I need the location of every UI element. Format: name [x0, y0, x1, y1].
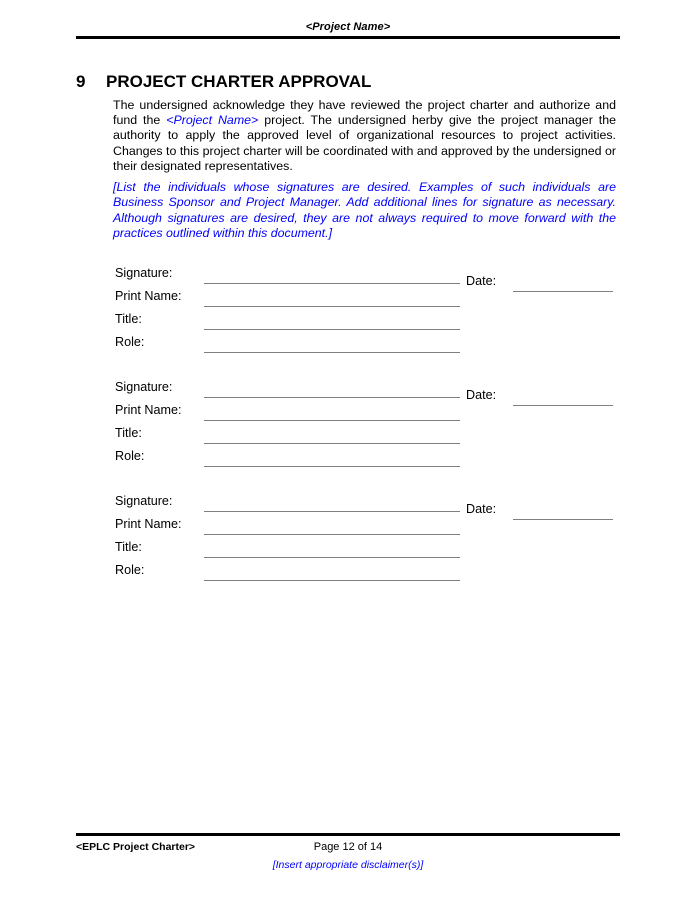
title-row — [115, 540, 620, 563]
approval-paragraph — [113, 98, 616, 174]
signature-row — [115, 494, 620, 517]
title-row — [115, 312, 620, 335]
title-label: Title: — [115, 312, 142, 326]
print-name-label: Print Name: — [115, 403, 182, 417]
signature-block-1 — [115, 266, 620, 358]
role-input-line[interactable] — [204, 352, 460, 353]
instruction-text: [List the individuals whose signatures are desired. Examples of such individuals are Business Sponsor and Project Manager. Add additional lines for signature as necessary. Although signatures are desired, they are not always required to move forward with the practices outlined within this document.] — [113, 180, 616, 241]
title-label: Title: — [115, 540, 142, 554]
role-label: Role: — [115, 449, 145, 463]
section-heading — [76, 71, 620, 92]
print-name-label: Print Name: — [115, 289, 182, 303]
date-label: Date: — [466, 388, 497, 402]
section-number: 9 — [76, 72, 86, 91]
footer-rule — [76, 833, 620, 836]
page-header — [76, 20, 620, 39]
body-content — [113, 98, 616, 242]
signature-row — [115, 380, 620, 403]
role-row — [115, 335, 620, 358]
print-name-row — [115, 289, 620, 312]
print-name-input-line[interactable] — [204, 306, 460, 307]
signature-input-line[interactable] — [204, 283, 460, 284]
title-input-line[interactable] — [204, 443, 460, 444]
role-row — [115, 449, 620, 472]
footer-document-name: <EPLC Project Charter> — [76, 841, 196, 853]
header-rule — [76, 36, 620, 39]
role-label: Role: — [115, 335, 145, 349]
role-input-line[interactable] — [204, 466, 460, 467]
title-input-line[interactable] — [204, 329, 460, 330]
print-name-row — [115, 517, 620, 540]
footer-page-number: Page 12 of 14 — [313, 841, 383, 853]
approval-paragraph-part2: project. The undersigned herby give the project manager the authority to apply the approved level of organizational resources to project activities. Changes to this project charter will be coordinated with and approved by the undersigned or their designated representatives. — [113, 113, 616, 173]
print-name-label: Print Name: — [115, 517, 182, 531]
title-row — [115, 426, 620, 449]
inline-project-name: <Project Name> — [166, 113, 259, 128]
footer-row — [76, 841, 620, 857]
approval-paragraph-part1: The undersigned acknowledge they have reviewed the project charter and authorize and fund the — [113, 98, 616, 128]
print-name-input-line[interactable] — [204, 534, 460, 535]
signature-label: Signature: — [115, 494, 173, 508]
signature-row — [115, 266, 620, 289]
title-label: Title: — [115, 426, 142, 440]
print-name-input-line[interactable] — [204, 420, 460, 421]
date-label: Date: — [466, 274, 497, 288]
signature-input-line[interactable] — [204, 511, 460, 512]
title-input-line[interactable] — [204, 557, 460, 558]
header-project-name: <Project Name> — [305, 21, 391, 33]
footer-disclaimer: [Insert appropriate disclaimer(s)] — [272, 859, 424, 871]
role-label: Role: — [115, 563, 145, 577]
signature-block-3 — [115, 494, 620, 586]
section-title: PROJECT CHARTER APPROVAL — [106, 72, 372, 91]
page-footer — [76, 833, 620, 872]
signature-label: Signature: — [115, 380, 173, 394]
role-row — [115, 563, 620, 586]
signature-input-line[interactable] — [204, 397, 460, 398]
date-label: Date: — [466, 502, 497, 516]
signature-block-2 — [115, 380, 620, 472]
print-name-row — [115, 403, 620, 426]
role-input-line[interactable] — [204, 580, 460, 581]
signature-label: Signature: — [115, 266, 173, 280]
